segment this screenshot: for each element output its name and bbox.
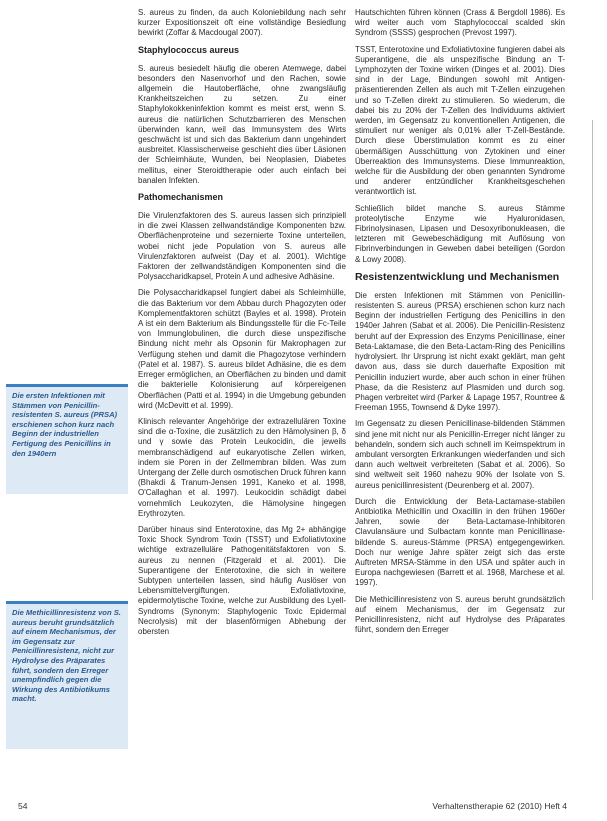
paragraph: Hautschichten führen können (Crass & Bergdoll 1986). Es wird weiter auch vom Staphylococcal scalded skin Syndrom (SSSS) gesprochen (Prevost 1997). (355, 8, 565, 38)
pull-quote-box: Die ersten Infektionen mit Stämmen von Penicillin-resistenten S. aureus (PRSA) erschienen schon kurz nach Beginn der industriellen Fertigung des Penicillins in den 1940ern (6, 384, 128, 494)
page-number: 54 (18, 801, 28, 811)
paragraph: Die Methicillinresistenz von S. aureus beruht grundsätzlich auf einem Mechanismus, der im Gegensatz zur Penicillinresistenz, nicht auf Hydrolyse des Präparates führt, sondern den Erreger (355, 594, 565, 635)
paragraph: Die Virulenzfaktoren des S. aureus lassen sich prinzipiell in die zwei Klassen zellwandständige Komponenten bzw. Oberflächenproteine und sezernierte Toxine unterteilen, wobei nicht jede Population von S. aureus alle Virulenzfaktoren aufweist (Day et al. 2001). Wichtige Faktoren der zellwandständigen Komponenten sind die Polysaccharidkapsel, Protein A und adhesive Adhäsine. (138, 211, 346, 282)
section-heading: Staphylococcus aureus (138, 44, 240, 55)
journal-reference: Verhaltenstherapie 62 (2010) Heft 4 (432, 801, 567, 811)
section-heading: Pathomechanismen (138, 192, 224, 203)
paragraph: Die ersten Infektionen mit Stämmen von Penicillin-resistenten S. aureus (PRSA) erschienen schon kurz nach Beginn der industriellen Fertigung des Penicillins in den 1940er Jahren (Sabat et al. 2006). Die Penicillin-Resistenz beruht auf der Expression des Enzyms Penicillinase, einer Beta-Laktamase, die den Beta-Lactam-Ring des Penicillins hydrolysiert. Ihr Ursprung ist nicht exakt geklärt, man geht davon aus, dass sie durch dauerhafte Exposition mit Penicillin induziert wurde, aber auch schon in einer frühen Phase, da die Resistenz auf Plasmiden und durch sog. Phagen verbreitet wird (Parker & Lapage 1957, Rountree & Freeman 1955, Townsend & Dyke 1997). (355, 290, 565, 413)
paragraph: S. aureus besiedelt häufig die oberen Atemwege, dabei besonders den Nasenvorhof und den Rachen, sowie allgemein die Hautoberfläche, ohne zwangsläufig Krankheitszeichen zu setzen. Zu einer Staphylokokkeninfektion kommt es meist erst, wenn S. aureus die natürlichen Schutzbarrieren des Menschen überwinden kann, weil das Immunsystem des Wirts geschwächt ist und sich das Bakterium dann ungehindert ausbreitet. Klassischerweise geschieht dies über Läsionen der Schleimhäute, Wunden, bei Neoplasien, Diabetes mellitus, einer Steroidtherapie oder auch einfach bei banalen Infekten. (138, 63, 346, 185)
left-text-column (138, 8, 346, 643)
paragraph: Klinisch relevanter Angehörige der extrazellulären Toxine sind die α-Toxine, die zusätzlich zu den Hämolysinen β, δ und γ sowie das Protein Leukocidin, die jeweils membranschädigend auf eukaryotische Zellen wirken, indem sie Poren in der Zellmembran bilden. Was zum Untergang der Zelle durch osmotischen Druck führen kann (Bhakdi & Tranum-Jensen 1991, Kaneko et al. 1998, O'Callaghan et al. 1997). Leukocidin schädigt dabei vornehmlich Leukozyten, die Hämolysine hingegen Erythrozyten. (138, 416, 346, 518)
paragraph: Die Polysaccharidkapsel fungiert dabei als Schleimhülle, die das Bakterium vor dem Abbau durch Phagozyten oder Komplementfaktoren schützt (Bayles et al. 1998). Protein A ist ein dem Bakterium als Bindungsstelle für die Fc-Teile von Immunglobulinen, die durch diese unspezifische Bindung nicht mehr als Opsonin für Makrophagen zur Verfügung stehen und damit die Phagozytose verhindern (Patel et al. 1987). S. aureus bildet Adhäsine, die es dem Erreger ermöglichen, an Oberflächen zu binden und damit die bakterielle Kolonisierung auf körpereigenen Oberflächen (Patti et al. 1994) in die Umgebung gebunden wird (McDevitt et al. 1999). (138, 288, 346, 410)
paragraph: Durch die Entwicklung der Beta-Lactamase-stabilen Antibiotika Methicillin und Oxacillin in den frühen 1960er Jahren, sowie der Beta-Lactamase-Inhibitoren Clavulansäure und Sulbactam konnte man Penicillinase-bildende S. aureus-Stämme (PRSA) entgegengewirken. Doch nur wenige Jahre später zeigt sich das erste Auftreten MRSA-Stämme in den USA und später auch in Europa nachgewiesen (Barrett et al. 1968, Marchese et al. 1997). (355, 496, 565, 588)
pull-quote-box: Die Methicillinresistenz von S. aureus beruht grundsätzlich auf einem Mechanismus, der im Gegensatz zur Penicillinresistenz, nicht zur Hydrolyse des Präparates führt, sondern den Erreger unempfindlich gegen die Wirkung des Antibiotikums macht. (6, 601, 128, 749)
paragraph: Schließlich bildet manche S. aureus Stämme proteolytische Enzyme wie Hyaluronidasen, Fibrinolysinasen, Lipasen und Desoxyribonukleasen, die letzteren mit Gewebeschädigung mit Auflösung von Fibrinverbindungen in Geweben dabei beteiligen (Gordon & Lowy 2008). (355, 203, 565, 264)
paragraph: TSST, Enterotoxine und Exfoliativtoxine fungieren dabei als Superantigene, die als unspezifische Bindung an T-Lymphozyten der Toxine wirken (Dinges et al. 2001). Dies sind in der Lage, Bindungen sowohl mit Antigen-präsentierenden Zellen als auch mit T-Zellen einzugehen und so T-Zellen direkt zu stimulieren. So wiederum, die dabei bis zu 20% der T-Zellen des Individuums aktiviert werden, im Gegensatz zu konventionellen Antigenen, die stimuliert nur weniger als 0,01% aller T-Zell-Bestände. Durch diese Überstimulation kommt es zu einer übermäßigen Ausschüttung von Zytokinen und einer Überreaktion des Immunsystems. Diese Immunreaktion, welche für die Ausbildung der oben genannten Syndrome und anderer entzündlicher Krankheitsgeschehen verantwortlich ist. (355, 44, 565, 197)
paragraph: Im Gegensatz zu diesen Penicillinase-bildenden Stämmen sind jene mit nicht nur als Penicillin-Erreger nicht länger zu behandeln, sondern sich auch schnell im Keimspektrum in ambulant versorgten Erkrankungen wiederfanden und sich dann auch weltweit verbreiteten (Sabat et al. 2006). So sind weltweit seit 1960 nahezu 90% der Isolate von S. aureus penicillinresistent (Deurenberg et al. 2007). (355, 419, 565, 490)
right-text-column (355, 8, 565, 641)
paragraph: S. aureus zu finden, da auch Koloniebildung nach sehr kurzer Expositionszeit oft eine vollständige Besiedlung bewirkt (Zoffar & Macdougal 2007). (138, 8, 346, 38)
section-heading: Resistenzentwicklung und Mechanismen (355, 270, 560, 283)
page-edge-line (592, 120, 593, 600)
paragraph: Darüber hinaus sind Enterotoxine, das Mg 2+ abhängige Toxic Shock Syndrom Toxin (TSST) und Exfoliativtoxine wichtige extrazelluläre Pathogenitätsfaktoren von S. aureus zu nennen (Fitzgerald et al. 2001). Die Superantigene der Enterotoxine, die sich in weitere Subtypen unterteilen lassen, sind häufig Auslöser von Lebensmittelvergiftungen. Exfoliativtoxine, epidermolytische Toxine, welche zur Ausbildung des Lyell-Syndroms (Synonym: Staphylogenic Toxic Epidermal Necrolysis) mit der blasenförmigen Abhebung der obersten (138, 524, 346, 636)
